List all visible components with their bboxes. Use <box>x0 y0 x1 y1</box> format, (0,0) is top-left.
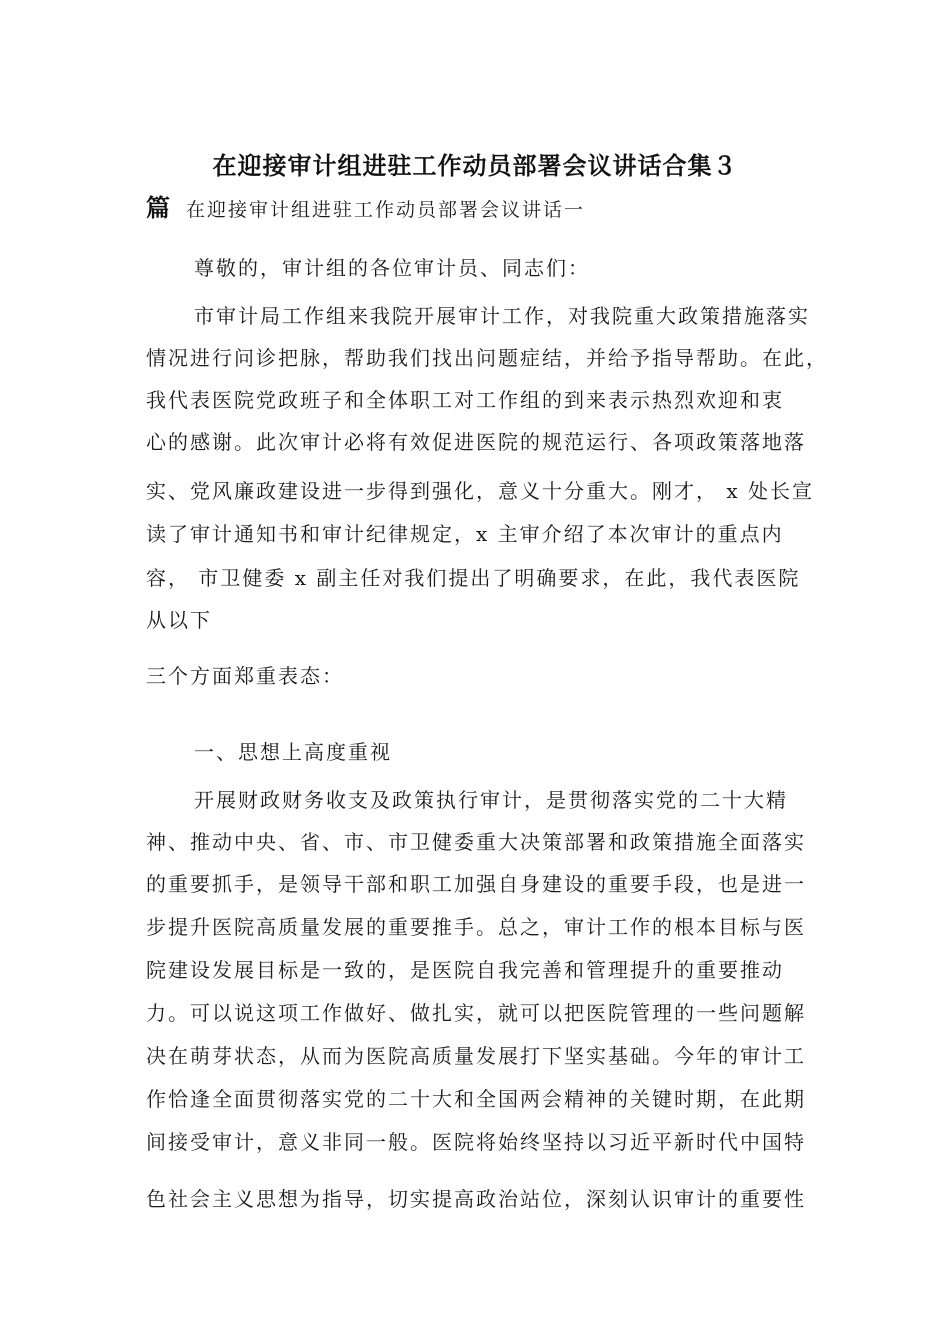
paragraph-line: 实、党风廉政建设进一步得到强化，意义十分重大。刚才， x 处长宣 <box>146 479 814 503</box>
section-heading: 一、思想上高度重视 <box>194 740 392 764</box>
paragraph-line: 市审计局工作组来我院开展审计工作，对我院重大政策措施落实 <box>194 304 810 328</box>
paragraph-line: 情况进行问诊把脉，帮助我们找出问题症结，并给予指导帮助。在此， <box>146 346 828 370</box>
document-subtitle: 在迎接审计组进驻工作动员部署会议讲话一 <box>186 199 586 221</box>
paragraph-line: 的重要抓手，是领导干部和职工加强自身建设的重要手段，也是进一 <box>146 872 806 896</box>
salutation: 尊敬的，审计组的各位审计员、同志们： <box>194 256 590 280</box>
paragraph-line: 决在萌芽状态，从而为医院高质量发展打下坚实基础。今年的审计工 <box>146 1044 806 1068</box>
paragraph-line: 读了审计通知书和审计纪律规定，x 主审介绍了本次审计的重点内 <box>146 522 784 546</box>
paragraph-line: 从以下 <box>146 608 212 632</box>
paragraph-line: 间接受审计，意义非同一般。医院将始终坚持以习近平新时代中国特 <box>146 1130 806 1154</box>
paragraph-line: 开展财政财务收支及政策执行审计，是贯彻落实党的二十大精 <box>194 788 788 812</box>
paragraph-line: 神、推动中央、省、市、市卫健委重大决策部署和政策措施全面落实 <box>146 830 806 854</box>
paragraph-line: 力。可以说这项工作做好、做扎实，就可以把医院管理的一些问题解 <box>146 1001 806 1025</box>
paragraph-line: 色社会主义思想为指导，切实提高政治站位，深刻认识审计的重要性 <box>146 1187 806 1211</box>
paragraph-line: 步提升医院高质量发展的重要推手。总之，审计工作的根本目标与医 <box>146 915 806 939</box>
paragraph-line: 我代表医院党政班子和全体职工对工作组的到来表示热烈欢迎和衷 <box>146 388 784 412</box>
document-title: 在迎接审计组进驻工作动员部署会议讲话合集３ <box>212 152 738 180</box>
paragraph-line: 心的感谢。此次审计必将有效促进医院的规范运行、各项政策落地落 <box>146 430 806 454</box>
paragraph-line: 三个方面郑重表态： <box>146 664 344 688</box>
paragraph-line: 容， 市卫健委 x 副主任对我们提出了明确要求，在此，我代表医院 <box>146 566 801 590</box>
title-continuation: 篇 <box>146 194 170 222</box>
paragraph-line: 作恰逢全面贯彻落实党的二十大和全国两会精神的关键时期，在此期 <box>146 1087 806 1111</box>
paragraph-line: 院建设发展目标是一致的，是医院自我完善和管理提升的重要推动 <box>146 958 784 982</box>
